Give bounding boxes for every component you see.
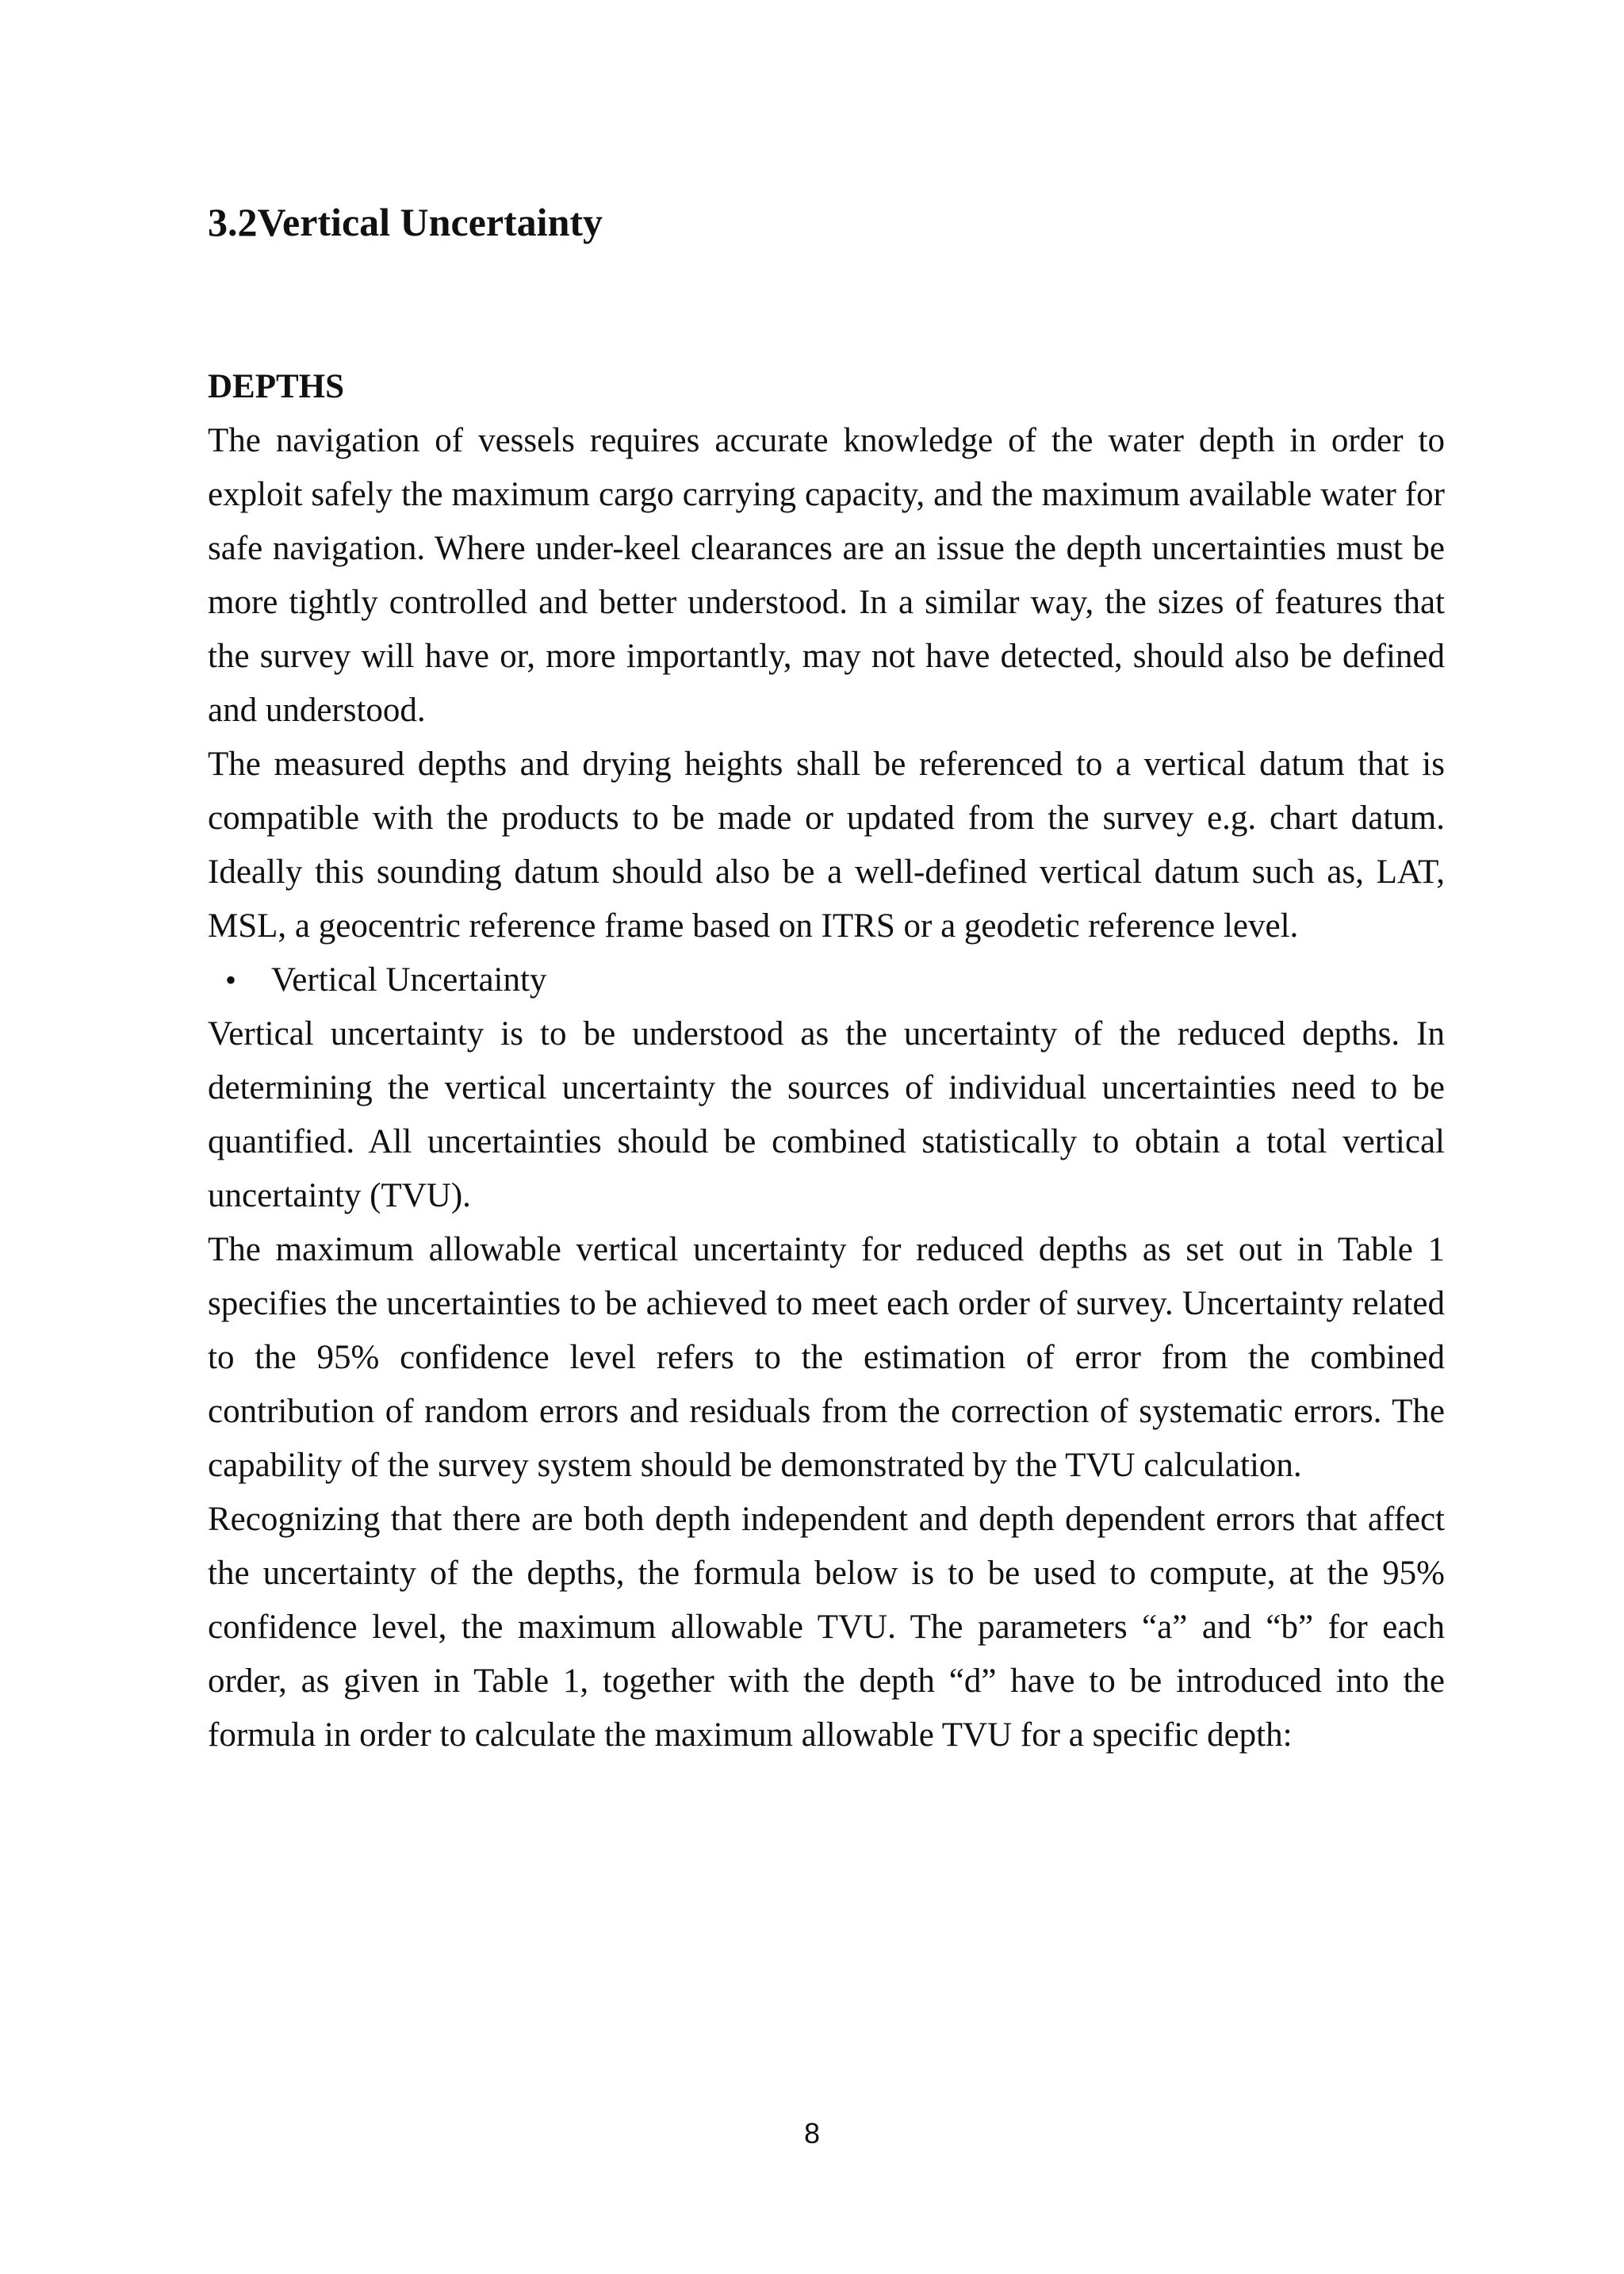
vertical-paragraph-2: The maximum allowable vertical uncertainty for reduced depths as set out in Table 1 specifies the uncertainties to be achieved to meet each order of survey. Uncertainty related to the 95% confidence level refers to the estimation of error from the combined contribution of random errors and residuals from the correction of systematic errors. The capability of the survey system should be demonstrated by the TVU calculation. [208, 1231, 1445, 1484]
section-title: 3.2Vertical Uncertainty [208, 200, 603, 244]
vertical-paragraph-3: Recognizing that there are both depth independent and depth dependent errors that affect the uncertainty of the depths, the formula below is to be used to compute, at the 95% confidence level, the maximum allowable TVU. The parameters “a” and “b” for each order, as given in Table 1, together with the depth “d” have to be introduced into the formula in order to calculate the maximum allowable TVU for a specific depth: [208, 1501, 1445, 1754]
depths-heading: DEPTHS [208, 368, 345, 405]
page-number: 8 [803, 2117, 821, 2149]
depths-paragraph-2: The measured depths and drying heights shall be referenced to a vertical datum that is compatible with the products to be made or updated from the survey e.g. chart datum. Ideally this sounding datum should also be a well-defined vertical datum such as, LAT, MSL, a geocentric reference frame based on ITRS or a geodetic reference level. [208, 746, 1445, 945]
bullet-item-vertical-uncertainty [208, 953, 1445, 1007]
depths-paragraph-1: The navigation of vessels requires accurate knowledge of the water depth in order to exploit safely the maximum cargo carrying capacity, and the maximum available water for safe navigation. Where under-keel clearances are an issue the depth uncertainties must be more tightly controlled and better understood. In a similar way, the sizes of features that the survey will have or, more importantly, may not have detected, should also be defined and understood. [208, 422, 1445, 729]
bullet-icon: • [225, 962, 237, 998]
bullet-label: Vertical Uncertainty [271, 961, 547, 999]
vertical-paragraph-1: Vertical uncertainty is to be understood as the uncertainty of the reduced depths. In determining the vertical uncertainty the sources of individual uncertainties need to be quantified. All uncertainties should be combined statistically to obtain a total vertical uncertainty (TVU). [208, 1015, 1445, 1214]
page-content [208, 198, 1445, 1762]
